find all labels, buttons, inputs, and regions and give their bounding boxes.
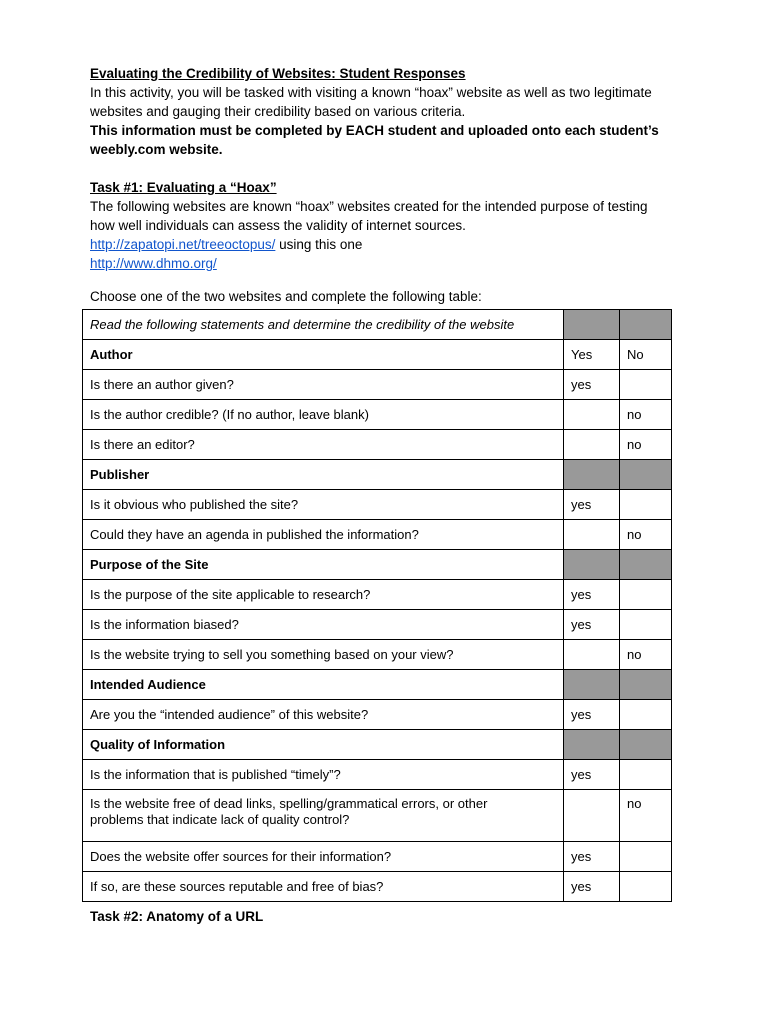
table-row-section-audience xyxy=(83,670,672,700)
answer-no-cell[interactable] xyxy=(620,760,672,790)
table-row xyxy=(83,760,672,790)
table-row xyxy=(83,520,672,550)
question-cell: Is there an author given? xyxy=(83,370,564,400)
question-cell xyxy=(83,790,564,842)
shaded-cell xyxy=(564,730,620,760)
question-line-2: problems that indicate lack of quality control? xyxy=(90,812,350,827)
table-row-section-quality xyxy=(83,730,672,760)
answer-no-cell[interactable] xyxy=(620,700,672,730)
table-row xyxy=(83,370,672,400)
intro-text-line-2: websites and gauging their credibility based on various criteria. xyxy=(90,104,466,119)
intro-text-line-1: In this activity, you will be tasked with visiting a known “hoax” website as well as two legitimate xyxy=(90,85,652,100)
table-row-section-purpose xyxy=(83,550,672,580)
shaded-cell xyxy=(564,670,620,700)
task1-desc-line-1: The following websites are known “hoax” websites created for the intended purpose of testing xyxy=(90,199,648,214)
answer-yes-cell[interactable]: yes xyxy=(564,700,620,730)
section-title-audience: Intended Audience xyxy=(83,670,564,700)
answer-yes-cell[interactable]: yes xyxy=(564,490,620,520)
answer-yes-cell[interactable] xyxy=(564,400,620,430)
answer-no-cell[interactable] xyxy=(620,490,672,520)
question-cell: Is the author credible? (If no author, leave blank) xyxy=(83,400,564,430)
shaded-cell xyxy=(564,550,620,580)
hoax-link-2-line xyxy=(90,254,680,273)
question-cell: Could they have an agenda in published the information? xyxy=(83,520,564,550)
table-row xyxy=(83,490,672,520)
table-row xyxy=(83,430,672,460)
shaded-cell xyxy=(620,460,672,490)
table-intro-cell: Read the following statements and determine the credibility of the website xyxy=(83,310,564,340)
answer-no-cell[interactable]: no xyxy=(620,520,672,550)
task2-title: Task #2: Anatomy of a URL xyxy=(90,909,264,924)
credibility-table xyxy=(82,309,672,902)
table-row-intro xyxy=(83,310,672,340)
table-row-section-publisher xyxy=(83,460,672,490)
instruction-line-2: weebly.com website. xyxy=(90,142,223,157)
answer-yes-cell[interactable] xyxy=(564,520,620,550)
document-title: Evaluating the Credibility of Websites: Student Responses xyxy=(90,66,466,81)
shaded-cell xyxy=(620,730,672,760)
answer-yes-cell[interactable] xyxy=(564,640,620,670)
hoax-link-1-note: using this one xyxy=(275,237,363,252)
answer-yes-cell[interactable]: yes xyxy=(564,370,620,400)
question-cell: Is the information biased? xyxy=(83,610,564,640)
hoax-link-treeoctopus[interactable]: http://zapatopi.net/treeoctopus/ xyxy=(90,237,276,252)
answer-no-cell[interactable]: no xyxy=(620,790,672,842)
question-cell: Is the purpose of the site applicable to research? xyxy=(83,580,564,610)
question-line-1: Is the website free of dead links, spelling/grammatical errors, or other xyxy=(90,796,488,811)
task1-title: Task #1: Evaluating a “Hoax” xyxy=(90,180,277,195)
question-cell: If so, are these sources reputable and free of bias? xyxy=(83,872,564,902)
shaded-cell xyxy=(564,460,620,490)
shaded-cell xyxy=(564,310,620,340)
question-cell: Are you the “intended audience” of this website? xyxy=(83,700,564,730)
column-header-no: No xyxy=(620,340,672,370)
answer-no-cell[interactable]: no xyxy=(620,430,672,460)
question-cell: Is the website trying to sell you something based on your view? xyxy=(83,640,564,670)
shaded-cell xyxy=(620,670,672,700)
table-row xyxy=(83,400,672,430)
document-body xyxy=(90,64,680,306)
answer-no-cell[interactable] xyxy=(620,610,672,640)
table-row xyxy=(83,872,672,902)
answer-no-cell[interactable] xyxy=(620,580,672,610)
instruction-line-1: This information must be completed by EACH student and uploaded onto each student’s xyxy=(90,123,659,138)
section-title-publisher: Publisher xyxy=(83,460,564,490)
section-title-quality: Quality of Information xyxy=(83,730,564,760)
shaded-cell xyxy=(620,310,672,340)
table-row xyxy=(83,610,672,640)
table-row xyxy=(83,580,672,610)
answer-no-cell[interactable] xyxy=(620,370,672,400)
answer-no-cell[interactable]: no xyxy=(620,400,672,430)
answer-yes-cell[interactable] xyxy=(564,430,620,460)
answer-yes-cell[interactable]: yes xyxy=(564,842,620,872)
table-row xyxy=(83,790,672,842)
table-instruction: Choose one of the two websites and complete the following table: xyxy=(90,289,482,304)
spacer xyxy=(90,159,680,178)
hoax-link-1-line xyxy=(90,235,680,254)
question-cell: Is it obvious who published the site? xyxy=(83,490,564,520)
table-row xyxy=(83,640,672,670)
table-row xyxy=(83,700,672,730)
answer-no-cell[interactable] xyxy=(620,842,672,872)
table-row xyxy=(83,842,672,872)
answer-yes-cell[interactable]: yes xyxy=(564,760,620,790)
hoax-link-dhmo[interactable]: http://www.dhmo.org/ xyxy=(90,256,217,271)
answer-no-cell[interactable] xyxy=(620,872,672,902)
question-cell: Does the website offer sources for their information? xyxy=(83,842,564,872)
table-row-section-author xyxy=(83,340,672,370)
answer-no-cell[interactable]: no xyxy=(620,640,672,670)
section-title-author: Author xyxy=(83,340,564,370)
answer-yes-cell[interactable]: yes xyxy=(564,580,620,610)
column-header-yes: Yes xyxy=(564,340,620,370)
section-title-purpose: Purpose of the Site xyxy=(83,550,564,580)
answer-yes-cell[interactable] xyxy=(564,790,620,842)
task1-desc-line-2: how well individuals can assess the validity of internet sources. xyxy=(90,218,466,233)
answer-yes-cell[interactable]: yes xyxy=(564,610,620,640)
question-cell: Is the information that is published “timely”? xyxy=(83,760,564,790)
answer-yes-cell[interactable]: yes xyxy=(564,872,620,902)
question-cell: Is there an editor? xyxy=(83,430,564,460)
shaded-cell xyxy=(620,550,672,580)
